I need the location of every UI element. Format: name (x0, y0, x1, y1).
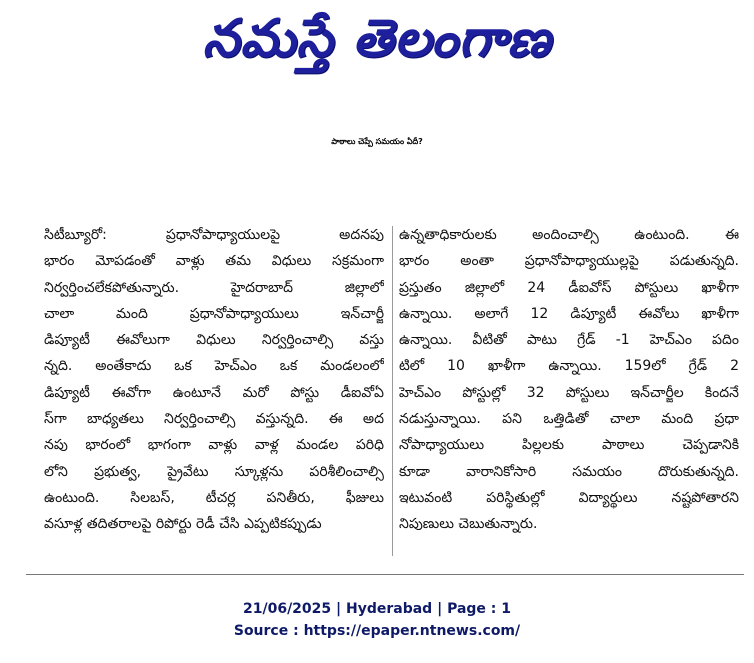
article-line: లోని ప్రభుత్వ, ప్రైవేటు స్కూళ్లను పరిశీలించాల్సి (44, 463, 384, 480)
article-line: నోపాధ్యాయులు పిల్లలకు పాఠాలు చెప్పడానికి (399, 437, 739, 454)
article-line: న్నది. అంతేకాదు ఒక హెచ్‌ఎం ఒక మండలంలో (44, 358, 384, 375)
article-line: చాలా మంది ప్రధానోపాధ్యాయులు ఇన్‌చార్జీ (44, 305, 384, 322)
article-line: సిటీబ్యూరో: ప్రధానోపాధ్యాయులపై అదనపు (44, 227, 384, 243)
article-line: కూడా వారానికోసారి సమయం దొరుకుతున్నది. (399, 463, 739, 480)
article-line: ఇటువంటి పరిస్థితుల్లో విద్యార్థులు నష్టపోతారని (399, 489, 739, 506)
article-line: నడుస్తున్నాయి. పని ఒత్తిడితో చాలా మంది ప్రధా (399, 411, 739, 428)
article-line: భారం మోపడంతో వాళ్లు తమ విధులు సక్రమంగా (44, 253, 384, 270)
newspaper-logo: నమస్తే తెలంగాణ (202, 9, 552, 69)
article-line: ఉన్నాయి. అలాగే 12 డిప్యూటీ ఈవోలు ఖాళీగా (399, 305, 739, 322)
article-line: టిలో 10 ఖాళీగా ఉన్నాయి. 159లో గ్రేడ్ 2 (399, 358, 739, 375)
article-line: వసూళ్ల తదితరాలపై రిపోర్టు రెడీ చేసి ఎప్పటికప్పుడు (44, 516, 322, 533)
masthead (0, 4, 754, 74)
article-line: నిపుణులు చెబుతున్నారు. (399, 516, 538, 533)
article-column-right (399, 222, 739, 538)
article-line: ఉన్నాయి. వీటితో పాటు గ్రేడ్ -1 హెచ్‌ఎం పదిం (399, 332, 739, 349)
article-line: నిర్వర్తించలేకపోతున్నారు. హైదరాబాద్ జిల్లాలో (44, 279, 384, 296)
article-line: హెచ్‌ఎం పోస్టుల్లో 32 పోస్టులు ఇన్‌చార్జీల కిందనే (399, 384, 739, 401)
article-column-left (44, 222, 384, 538)
footer-rule (26, 574, 744, 575)
article-line: స్‌గా బాధ్యతలు నిర్వర్తించాల్సి వస్తున్నది. ఈ అద (44, 411, 384, 428)
article-line: ఉంటుంది. సిలబస్, టీచర్ల పనితీరు, ఫీజులు (44, 489, 384, 506)
source-link[interactable]: Source : https://epaper.ntnews.com/ (233, 623, 521, 639)
article-line: నపు భారంలో భాగంగా వాళ్లు వాళ్ల మండల పరిధి (44, 437, 384, 454)
edition-info: 21/06/2025 | Hyderabad | Page : 1 (242, 601, 512, 617)
footer (0, 598, 754, 642)
article-headline: పాఠాలు చెప్పే సమయం ఏదీ? (331, 137, 423, 146)
article-body (44, 222, 752, 562)
article-line: డిప్యూటీ ఈవోలుగా విధులు నిర్వర్తించాల్సి వస్తు (44, 332, 384, 349)
article-line: ఉన్నతాధికారులకు అందించాల్సి ఉంటుంది. ఈ (399, 227, 739, 243)
column-divider (392, 226, 393, 556)
article-line: ప్రస్తుతం జిల్లాలో 24 డీఐవోస్ పోస్టులు ఖాళీగా (399, 279, 739, 296)
article-line: డిప్యూటీ ఈవోగా ఉంటూనే మరో పోస్టు డీఐవోఏ (44, 384, 384, 401)
article-line: భారం అంతా ప్రధానోపాధ్యాయుల్లపై పడుతున్నది. (399, 253, 739, 270)
